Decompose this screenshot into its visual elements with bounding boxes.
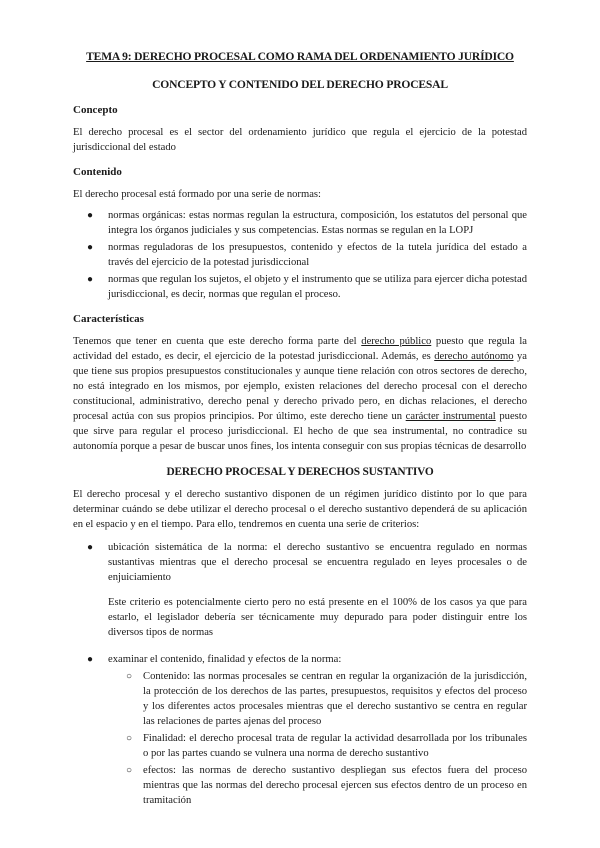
bullet-icon: ● [87,274,94,285]
contenido-list [73,208,527,302]
paragraph-contenido-intro: El derecho procesal está formado por una serie de normas: [73,189,321,200]
list-item: ● normas que regulan los sujetos, el objeto y el instrumento que se utiliza para ejercer dicha potestad jurisdiccional, es decir, normas que regulan el proceso. [87,274,527,300]
bullet-icon: ● [87,242,94,253]
paragraph-caracteristicas: Tenemos que tener en cuenta que este derecho forma parte del derecho público puesto que regula la actividad del estado, es decir, el ejercicio de la potestad jurisdiccional. Además, es derecho autónomo ya que tiene sus propios presupuestos constitucionales y aunque tiene relación con otros sectores de derecho, no está integrado en los mismos, por ejemplo, existen relaciones del derecho procesal con el derecho constitucional, administrativo, derecho penal y derecho privado pero, en dichas relaciones, el derecho procesal actúa con sus propios principios. Por último, este derecho tiene un carácter instrumental puesto que sirve para regular el proceso jurisdiccional. El hecho de que sea instrumental, no contradice su autonomía porque a pesar de buscar unos fines, los intenta conseguir con sus propias técnicas de desarrollo [73,336,528,452]
criterios-list-2 [73,652,527,667]
list-item: ○ Contenido: las normas procesales se centran en regular la organización de la jurisdicción, la protección de los derechos de las partes, presupuestos, requisitos y efectos del proceso y los diferentes actos procesales mientras que el derecho sustantivo se centra en regular las relaciones de partes ajenas del proceso [126,671,527,727]
bullet-icon: ● [87,210,94,221]
list-item: ● ubicación sistemática de la norma: el derecho sustantivo se encuentra regulado en normas sustantivas mientras que el derecho procesal se encuentra regulado en leyes procesales o de enjuiciamiento [87,542,527,583]
circle-bullet-icon: ○ [126,671,133,682]
criterios-list [73,540,527,585]
underlined-term-derecho-autonomo: derecho autónomo [434,351,514,362]
underlined-term-caracter-instrumental: carácter instrumental [405,411,496,422]
list-item: ● examinar el contenido, finalidad y efectos de la norma: [87,654,342,665]
underlined-term-derecho-publico: derecho público [361,336,432,347]
heading-concepto: Concepto [73,104,118,116]
list-item: ● normas reguladoras de los presupuestos, contenido y efectos de la tutela jurídica del estado a través del ejercicio de la potestad jurisdiccional [87,242,527,268]
list-item: ● normas orgánicas: estas normas regulan la estructura, composición, los estatutos del personal que integra los órganos judiciales y sus competencias. Estas normas se regulan en la LOPJ [87,210,527,236]
circle-bullet-icon: ○ [126,765,133,776]
paragraph-section2-intro: El derecho procesal y el derecho sustantivo disponen de un régimen jurídico distinto por lo que para determinar cuándo se debe utilizar el derecho procesal o el derecho sustantivo dependerá de su aplicación en el espacio y en el tiempo. Para ello, tendremos en cuenta una serie de criterios: [73,489,527,530]
paragraph-concepto: El derecho procesal es el sector del ordenamiento jurídico que regula el ejercicio de la potestad jurisdiccional del estado [73,127,527,153]
circle-bullet-icon: ○ [126,733,133,744]
section-title-concepto-contenido: CONCEPTO Y CONTENIDO DEL DERECHO PROCESAL [152,78,448,91]
bullet-icon: ● [87,654,94,665]
heading-caracteristicas: Características [73,313,144,325]
bullet-icon: ● [87,542,94,553]
paragraph-criterio1-note: Este criterio es potencialmente cierto pero no está presente en el 100% de los casos ya que para estarlo, el legislador debería ser técnicamente muy depurado para poder distinguir entre los diversos tipos de normas [108,597,527,638]
list-item: ○ efectos: las normas de derecho sustantivo despliegan sus efectos fuera del proceso mientras que las normas del derecho procesal ejercen sus efectos dentro de un proceso en tramitación [126,765,527,806]
criterio2-sublist [73,669,527,808]
section-title-derecho-sustantivo: DERECHO PROCESAL Y DERECHOS SUSTANTIVO [166,466,434,478]
document-title: TEMA 9: DERECHO PROCESAL COMO RAMA DEL ORDENAMIENTO JURÍDICO [86,50,514,63]
heading-contenido: Contenido [73,166,122,178]
list-item: ○ Finalidad: el derecho procesal trata de regular la actividad desarrollada por los tribunales o por las partes cuando se vulnera una norma de derecho sustantivo [126,733,527,759]
